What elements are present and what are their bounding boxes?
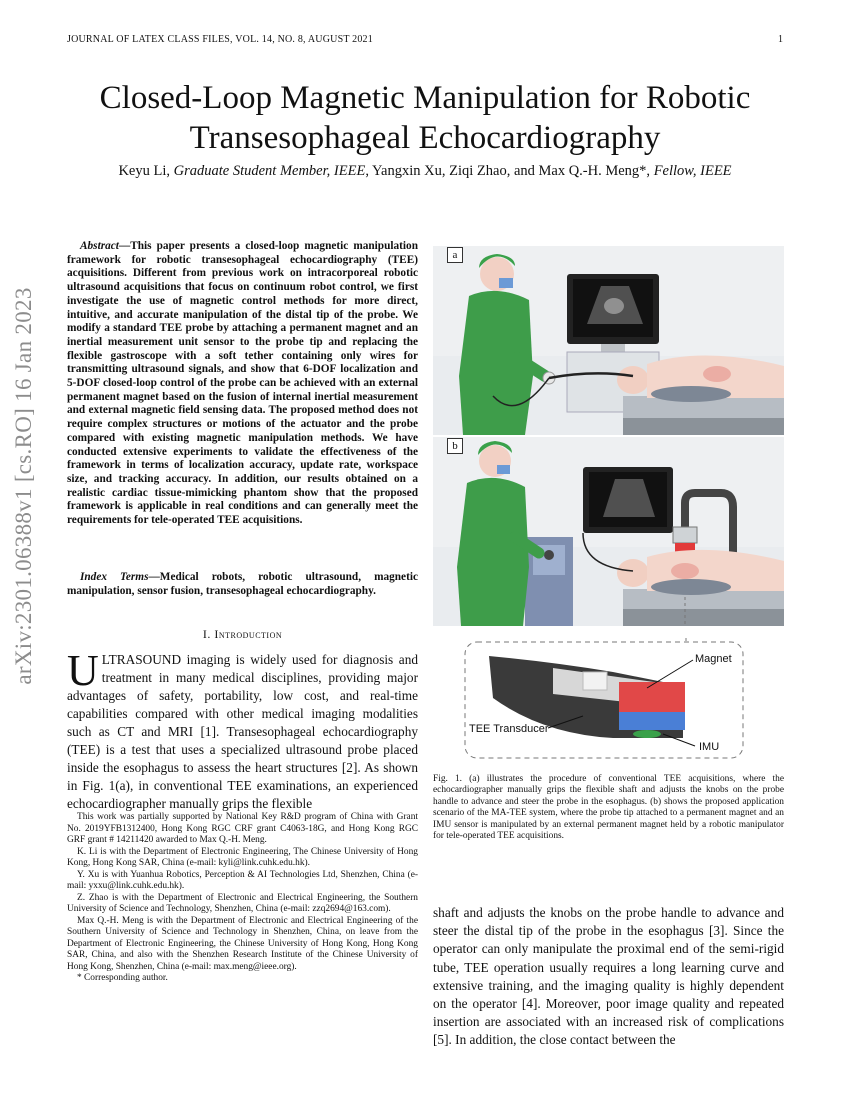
abstract-label: Abstract bbox=[80, 240, 119, 252]
footnote-affiliation: Max Q.-H. Meng is with the Department of Electronic and Electrical Engineering of the Southern University of Science and Technology in Shenzhen, China, on leave from the Department of Electronic Engineering, the Chinese University of Hong Kong, Hong Kong SAR, China, and also with the Shenzhen Research Institute of the Chinese University of Hong Kong, Shenzhen, China (e-mail: max.meng@ieee.org). bbox=[67, 915, 418, 972]
arxiv-identifier: arXiv:2301.06388v1 [cs.RO] 16 Jan 2023 bbox=[11, 287, 36, 685]
panel-b-label: b bbox=[447, 438, 463, 454]
doctor-gown bbox=[457, 478, 529, 626]
section-numeral: I. bbox=[202, 627, 215, 641]
patient-head bbox=[617, 559, 649, 587]
transducer-label: TEE Transducer bbox=[469, 723, 549, 735]
footnote-affiliation: K. Li is with the Department of Electronic Engineering, The Chinese University of Hong Kong, Hong Kong SAR, China (e-mail: kyli@link.cuhk.edu.hk). bbox=[67, 846, 418, 868]
abstract-text: —This paper presents a closed-loop magnetic manipulation framework for robotic transesophageal echocardiography (TEE) acquisitions. Different from previous work on intracorporeal robotic ultrasound acquisitions that focus on continuum robot control, we first investigate the use of magnetic control methods for more direct, intuitive, and accurate manipulation of the distal tip of the probe. We modify a standard TEE probe by attaching a permanent magnet and an inertial measurement unit sensor to the probe tip and replacing the flexible gastroscope with a soft tether containing only wires for transmitting ultrasound signals, and show that 6-DOF localization and 5-DOF closed-loop control of the probe can be achieved with an external permanent magnet based on the fusion of internal inertial measurement and external magnetic field sensing data. The proposed method does not require complex structures or motions of the actuator and the probe compared with existing magnetic manipulation methods. We have conducted extensive experiments to validate the effectiveness of the framework in terms of localization accuracy, update rate, workspace size, and tracking accuracy. In addition, our results obtained on a realistic cardiac tissue-mimicking phantom show that the proposed framework is applicable in real conditions and can generally meet the requirements for tele-operated TEE acquisitions. bbox=[67, 240, 418, 527]
figure-panel-b bbox=[433, 437, 784, 626]
footnote-affiliation: Z. Zhao is with the Department of Electronic and Electrical Engineering, the Southern University of Science and Technology, Shenzhen, China (e-mail: zzq2694@163.com). bbox=[67, 892, 418, 914]
intro-text: imaging is widely used for diagnosis and treatment in many medical disciplines, providing major advantages of safety, portability, low cost, and real-time capabilities compared with other medical imaging modalities such as CT and MRI [1]. Transesophageal echocardiography (TEE) is a test that uses a specialized ultrasound probe placed inside the esophagus to assess the heart structures [2]. As shown in Fig. 1(a), in conventional TEE examinations, an experienced echocardiographer manually grips the flexible bbox=[67, 652, 418, 811]
introduction-paragraph bbox=[67, 646, 418, 813]
footnote-funding: This work was partially supported by National Key R&D program of China with Grant No. 2019YFB1312400, Hong Kong RGC CRF grant C4063-18G, and Hong Kong RGC GRF grant # 14211420 awarded to Max Q.-H. Meng. bbox=[67, 812, 418, 845]
author-1: Keyu Li, bbox=[118, 163, 170, 179]
index-terms-text: —Medical robots, robotic ultrasound, magnetic manipulation, sensor fusion, transesophageal echocardiography. bbox=[67, 571, 418, 597]
index-terms bbox=[67, 571, 418, 598]
footnote-affiliation: Y. Xu is with Yuanhua Robotics, Perception & AI Technologies Ltd, Shenzhen, China (e-mail: yxxu@link.cuhk.edu.hk). bbox=[67, 869, 418, 891]
author-1-role: Graduate Student Member, IEEE bbox=[173, 163, 366, 179]
abstract bbox=[67, 240, 418, 528]
magnet-label: Magnet bbox=[695, 653, 732, 665]
magnet-block bbox=[619, 682, 685, 712]
page-number: 1 bbox=[778, 34, 783, 45]
imu-block bbox=[619, 712, 685, 730]
footnote-corresponding: * Corresponding author. bbox=[77, 973, 168, 983]
figure-caption: Fig. 1. (a) illustrates the procedure of conventional TEE acquisitions, where the echocardiographer manually grips the flexible shaft and adjusts the knobs on the probe handle to advance and steer the probe in the esophagus. (b) shows the proposed application scenario of the MA-TEE system, where the probe tip attached to a permanent magnet and an IMU sensor is manipulated by an external permanent magnet held by a robotic manipulator for tele-operated TEE acquisitions. bbox=[433, 774, 784, 842]
imu-label: IMU bbox=[699, 741, 720, 753]
author-list bbox=[60, 163, 790, 180]
footnotes bbox=[67, 812, 418, 985]
section-heading bbox=[67, 627, 418, 642]
patient-head bbox=[617, 366, 649, 394]
figure-inset bbox=[433, 638, 784, 762]
section-name: Introduction bbox=[214, 627, 283, 641]
figure-panel-a bbox=[433, 246, 784, 435]
paper-title: Closed-Loop Magnetic Manipulation for Robotic Transesophageal Echocardiography bbox=[99, 80, 751, 156]
right-column-paragraph: shaft and adjusts the knobs on the probe handle to advance and steer the distal tip of the probe in the esophagus [3]. Since the operator can only manipulate the proximal end of the semi-rigid tube, TEE operation usually requires a long learning curve and extensive training, and the imaging quality is highly dependent on the operator [4]. Moreover, poor image quality and repeated insertion are associated with an increased risk of complications [5]. In addition, the close contact between the bbox=[433, 905, 784, 1048]
index-terms-label: Index Terms bbox=[80, 571, 149, 583]
author-rest: , Yangxin Xu, Ziqi Zhao, and Max Q.-H. Meng*, bbox=[365, 163, 651, 179]
figure-b-illustration bbox=[433, 437, 784, 626]
intro-first-word: LTRASOUND bbox=[101, 652, 182, 667]
probe-tip-closeup bbox=[433, 638, 784, 762]
figure-a-illustration bbox=[433, 246, 784, 435]
running-header: JOURNAL OF LATEX CLASS FILES, VOL. 14, NO. 8, AUGUST 2021 bbox=[67, 34, 373, 45]
author-last-role: Fellow, IEEE bbox=[653, 163, 732, 179]
panel-a-label: a bbox=[447, 247, 463, 263]
arxiv-sidebar bbox=[4, 287, 44, 685]
drop-cap: U bbox=[67, 646, 99, 695]
